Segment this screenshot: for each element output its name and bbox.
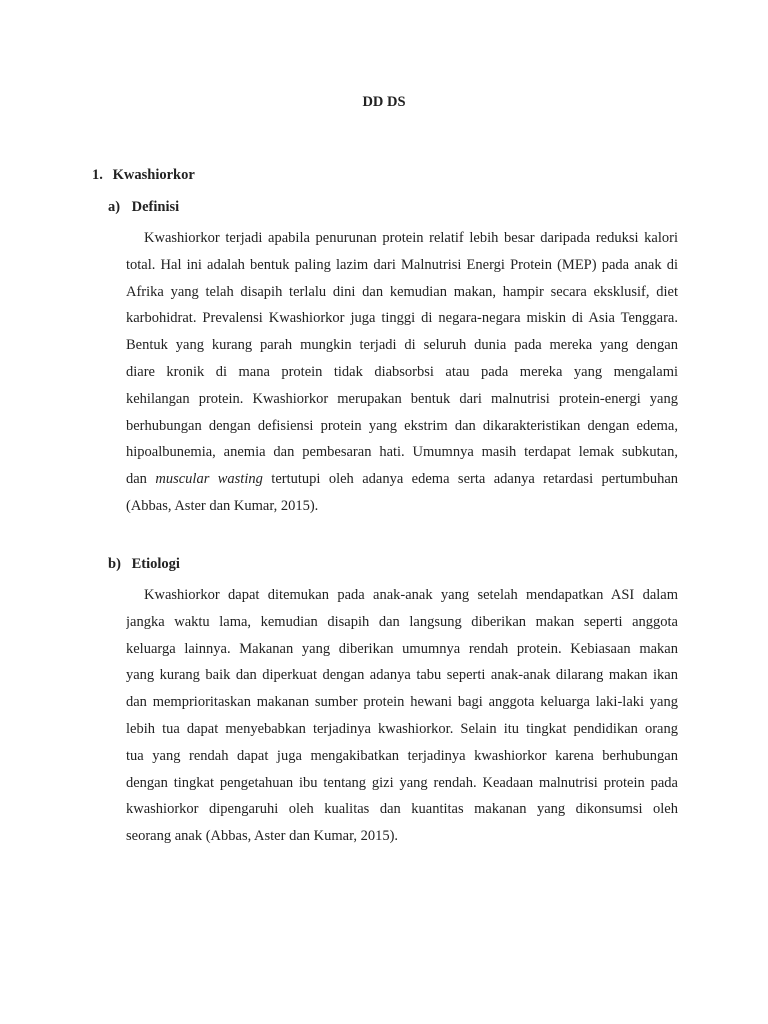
paragraph-line: yang kurang baik dan diperkuat dengan adanya tabu seperti anak-anak dilarang makan ikan: [126, 667, 678, 684]
paragraph-line: Kwashiorkor dapat ditemukan pada anak-anak yang setelah mendapatkan ASI dalam: [144, 587, 678, 603]
subsection-title: Definisi: [131, 199, 180, 215]
paragraph-line: lebih tua dapat menyebabkan terjadinya kwashiorkor. Selain itu tingkat pendidikan orang: [126, 720, 678, 737]
subsection-heading-etiologi: [108, 556, 180, 573]
paragraph-line: karbohidrat. Prevalensi Kwashiorkor juga tinggi di negara-negara miskin di Asia Tenggara.: [126, 310, 678, 327]
paragraph-line: seorang anak (Abbas, Aster dan Kumar, 2015).: [126, 828, 399, 845]
paragraph-line-mixed: [126, 466, 678, 493]
paragraph-line: Bentuk yang kurang parah mungkin terjadi di seluruh dunia pada mereka yang dengan: [126, 337, 678, 354]
section-number: 1.: [92, 167, 103, 183]
section-heading: [92, 167, 195, 184]
paragraph-etiologi: [126, 582, 678, 850]
subsection-letter: b): [108, 556, 121, 572]
paragraph-line: Kwashiorkor terjadi apabila penurunan protein relatif lebih besar daripada reduksi kalori: [144, 230, 678, 246]
document-title: DD DS: [362, 94, 406, 110]
paragraph-line: diare kronik di mana protein tidak diabsorbsi atau pada mereka yang mengalami: [126, 363, 678, 380]
paragraph-line: jangka waktu lama, kemudian disapih dan langsung diberikan makan seperti anggota: [126, 613, 678, 630]
italic-term: muscular wasting: [155, 471, 263, 488]
paragraph-line: (Abbas, Aster dan Kumar, 2015).: [126, 497, 319, 514]
paragraph-line: total. Hal ini adalah bentuk paling lazim dari Malnutrisi Energi Protein (MEP) pada anak di: [126, 256, 678, 273]
line-rest: tertutupi oleh adanya edema serta adanya retardasi pertumbuhan: [271, 471, 678, 488]
paragraph-line: Afrika yang telah disapih terlalu dini dan kemudian makan, hampir secara eksklusif, diet: [126, 283, 678, 300]
paragraph-line: keluarga lainnya. Makanan yang diberikan umumnya rendah protein. Kebiasaan makan: [126, 640, 678, 657]
paragraph-line: berhubungan dengan defisiensi protein yang ekstrim dan dikarakteristikan dengan edema,: [126, 417, 678, 434]
paragraph-definisi: [126, 225, 678, 520]
paragraph-line: kehilangan protein. Kwashiorkor merupakan bentuk dari malnutrisi protein-energi yang: [126, 390, 678, 407]
subsection-title: Etiologi: [131, 556, 180, 572]
paragraph-line: hipoalbunemia, anemia dan pembesaran hati. Umumnya masih terdapat lemak subkutan,: [126, 444, 678, 461]
paragraph-line: tua yang rendah dapat juga mengakibatkan terjadinya kwashiorkor karena berhubungan: [126, 747, 678, 764]
section-title: Kwashiorkor: [112, 167, 195, 183]
paragraph-line: dan memprioritaskan makanan sumber protein hewani bagi anggota keluarga laki-laki yang: [126, 694, 678, 711]
subsection-heading-definisi: [108, 199, 179, 216]
paragraph-line: dengan tingkat pengetahuan ibu tentang gizi yang rendah. Keadaan malnutrisi protein pada: [126, 774, 678, 791]
subsection-letter: a): [108, 199, 121, 215]
line-prefix: dan: [126, 471, 156, 488]
paragraph-line: kwashiorkor dipengaruhi oleh kualitas dan kuantitas makanan yang dikonsumsi oleh: [126, 801, 678, 818]
